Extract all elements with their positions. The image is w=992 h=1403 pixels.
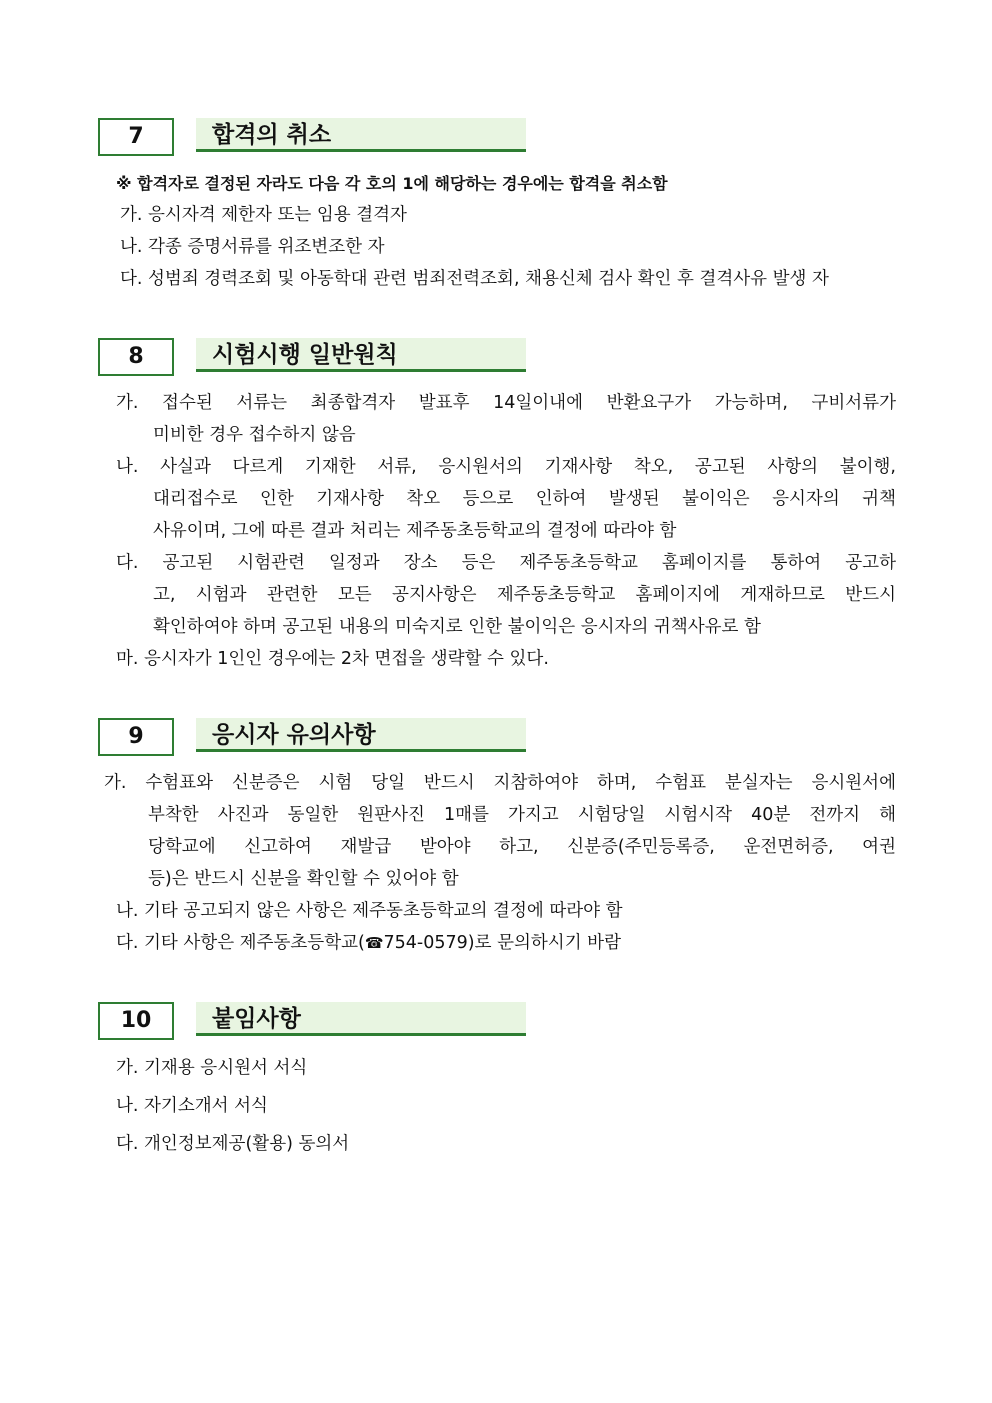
section-number: 10 bbox=[98, 1002, 174, 1040]
list-item: 가. 응시자격 제한자 또는 임용 결격자 bbox=[120, 205, 407, 225]
list-item: 마. 응시자가 1인인 경우에는 2차 면접을 생략할 수 있다. bbox=[116, 649, 549, 669]
section-title: 시험시행 일반원칙 bbox=[196, 338, 526, 372]
list-item-continuation: 당학교에 신고하여 재발급 받아야 하고, 신분증(주민등록증, 운전면허증, 여권 bbox=[148, 837, 896, 857]
section-8-header bbox=[98, 338, 528, 376]
section-title: 합격의 취소 bbox=[196, 118, 526, 152]
list-item-continuation: 대리접수로 인한 기재사항 착오 등으로 인하여 발생된 불이익은 응시자의 귀책 bbox=[153, 489, 896, 509]
section-number: 8 bbox=[98, 338, 174, 376]
section-title: 붙임사항 bbox=[196, 1002, 526, 1036]
contact-phone: 754-0579 bbox=[383, 933, 468, 953]
list-item: 나. 사실과 다르게 기재한 서류, 응시원서의 기재사항 착오, 공고된 사항의 불이행, bbox=[116, 457, 896, 477]
section-10-header bbox=[98, 1002, 528, 1040]
section-9-header bbox=[98, 718, 528, 756]
list-item-continuation: 등)은 반드시 신분을 확인할 수 있어야 함 bbox=[148, 869, 459, 889]
list-item: 다. 개인정보제공(활용) 동의서 bbox=[116, 1134, 350, 1154]
list-item: 가. 수험표와 신분증은 시험 당일 반드시 지참하여야 하며, 수험표 분실자는 응시원서에 bbox=[104, 773, 896, 793]
list-item-continuation: 부착한 사진과 동일한 원판사진 1매를 가지고 시험당일 시험시작 40분 전까지 해 bbox=[148, 805, 896, 825]
contact-suffix: )로 문의하시기 바람 bbox=[467, 933, 621, 953]
section-number: 7 bbox=[98, 118, 174, 156]
list-item-continuation: 고, 시험과 관련한 모든 공지사항은 제주동초등학교 홈페이지에 게재하므로 반드시 bbox=[153, 585, 896, 605]
section-7-header bbox=[98, 118, 528, 156]
list-item: 가. 접수된 서류는 최종합격자 발표후 14일이내에 반환요구가 가능하며, 구비서류가 bbox=[116, 393, 896, 413]
section-number: 9 bbox=[98, 718, 174, 756]
list-item-continuation: 사유이며, 그에 따른 결과 처리는 제주동초등학교의 결정에 따라야 함 bbox=[153, 521, 677, 541]
list-item: 다. 공고된 시험관련 일정과 장소 등은 제주동초등학교 홈페이지를 통하여 공고하 bbox=[116, 553, 896, 573]
contact-line bbox=[116, 927, 621, 959]
list-item: 나. 자기소개서 서식 bbox=[116, 1096, 268, 1116]
list-item: 다. 성범죄 경력조회 및 아동학대 관련 범죄전력조회, 채용신체 검사 확인 후 결격사유 발생 자 bbox=[120, 269, 829, 289]
contact-prefix: 다. 기타 사항은 제주동초등학교( bbox=[116, 933, 365, 953]
list-item: 나. 기타 공고되지 않은 사항은 제주동초등학교의 결정에 따라야 함 bbox=[116, 901, 623, 921]
section-7-note: ※ 합격자로 결정된 자라도 다음 각 호의 1에 해당하는 경우에는 합격을 취소함 bbox=[116, 174, 668, 193]
list-item-continuation: 확인하여야 하며 공고된 내용의 미숙지로 인한 불이익은 응시자의 귀책사유로 함 bbox=[153, 617, 761, 637]
phone-icon: ☎ bbox=[364, 934, 384, 952]
section-title: 응시자 유의사항 bbox=[196, 718, 526, 752]
list-item-continuation: 미비한 경우 접수하지 않음 bbox=[153, 425, 356, 445]
list-item: 나. 각종 증명서류를 위조변조한 자 bbox=[120, 237, 385, 257]
list-item: 가. 기재용 응시원서 서식 bbox=[116, 1058, 308, 1078]
